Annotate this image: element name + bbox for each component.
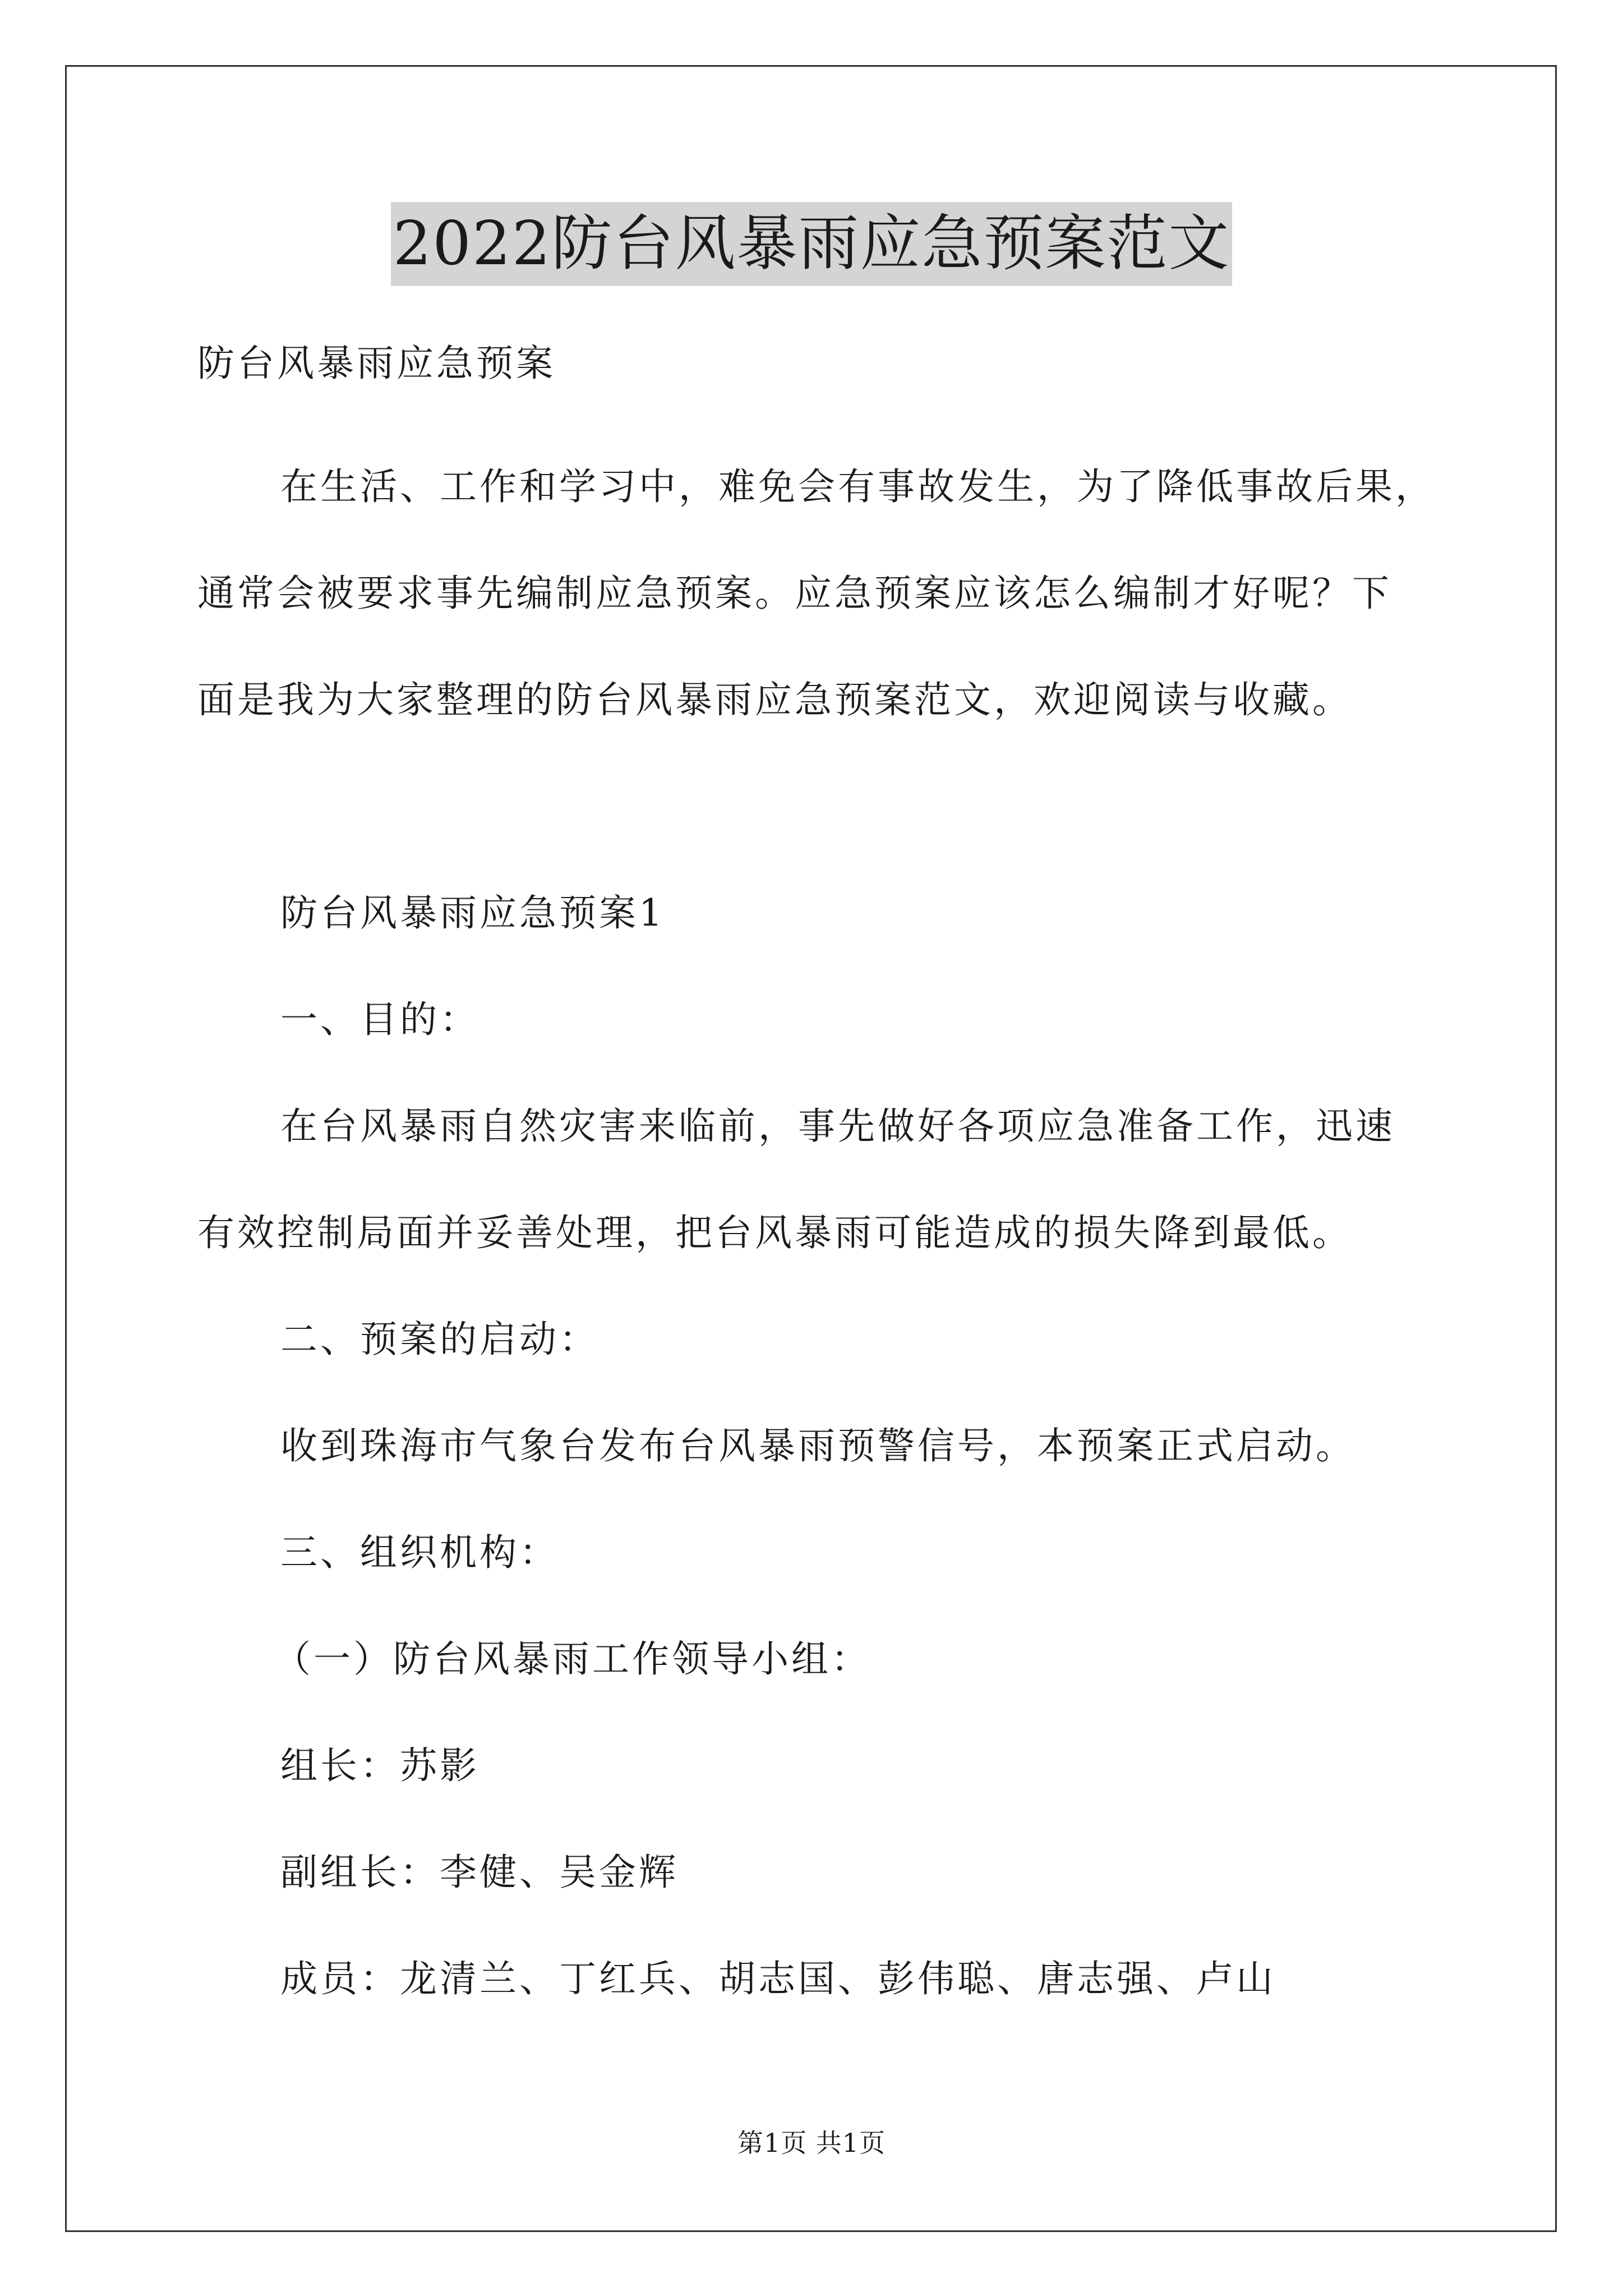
document-title: 2022防台风暴雨应急预案范文 xyxy=(391,202,1233,286)
subheading-leadership-group: （一）防台风暴雨工作领导小组： xyxy=(274,1637,871,1681)
page-number: 第1页 共1页 xyxy=(737,2128,886,2158)
document-subtitle: 防台风暴雨应急预案 xyxy=(197,342,556,385)
heading-purpose: 一、目的： xyxy=(280,998,479,1041)
purpose-line-1: 在台风暴雨自然灾害来临前，事先做好各项应急准备工作，迅速 xyxy=(280,1105,1395,1148)
group-leader: 组长：苏影 xyxy=(280,1744,479,1787)
intro-line-3: 面是我为大家整理的防台风暴雨应急预案范文，欢迎阅读与收藏。 xyxy=(197,678,1352,721)
purpose-line-2: 有效控制局面并妥善处理，把台风暴雨可能造成的损失降到最低。 xyxy=(197,1211,1352,1254)
intro-line-2: 通常会被要求事先编制应急预案。应急预案应该怎么编制才好呢？下 xyxy=(197,572,1392,615)
startup-text: 收到珠海市气象台发布台风暴雨预警信号，本预案正式启动。 xyxy=(280,1424,1355,1467)
heading-startup: 二、预案的启动： xyxy=(280,1318,599,1361)
section-title: 防台风暴雨应急预案1 xyxy=(280,891,665,935)
group-members: 成员：龙清兰、丁红兵、胡志国、彭伟聪、唐志强、卢山 xyxy=(280,1957,1276,2000)
deputy-leaders: 副组长：李健、吴金辉 xyxy=(280,1851,679,1894)
heading-organization: 三、组织机构： xyxy=(280,1531,559,1574)
intro-line-1: 在生活、工作和学习中，难免会有事故发生，为了降低事故后果， xyxy=(280,465,1435,508)
